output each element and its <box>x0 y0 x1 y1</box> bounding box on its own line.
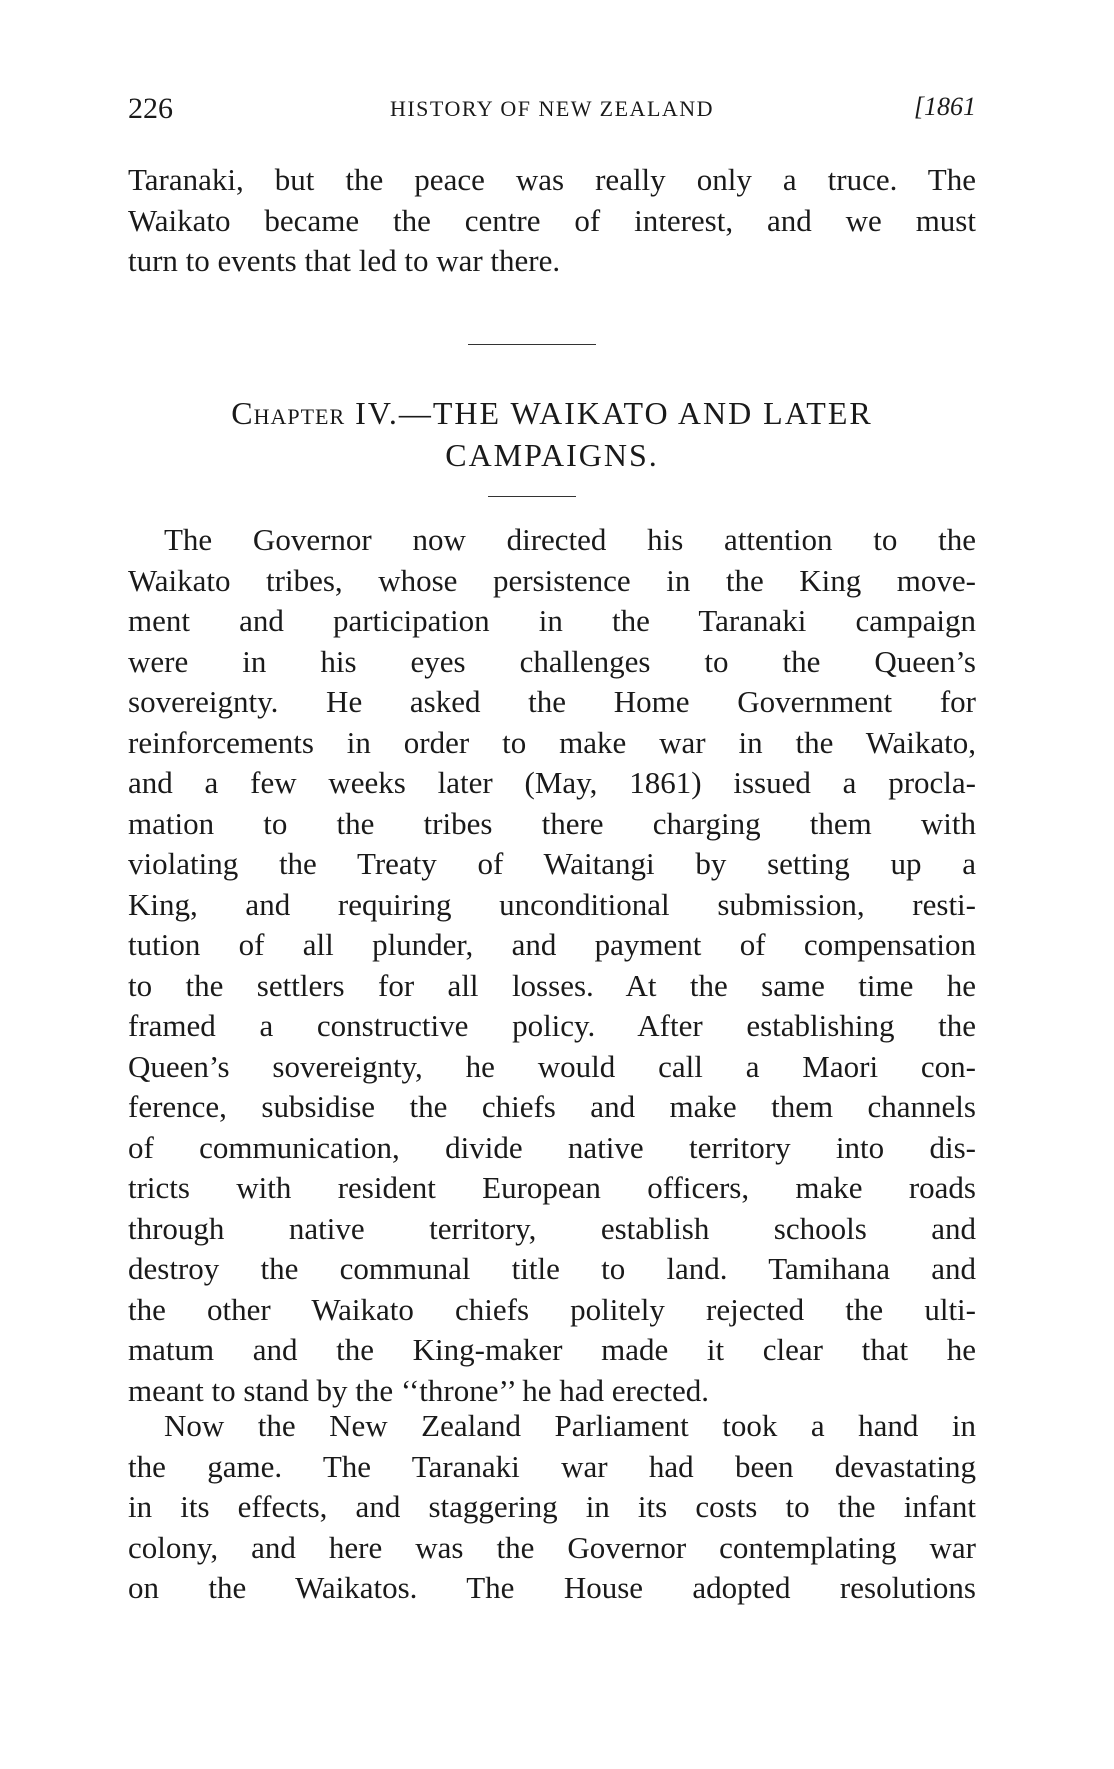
text-line: ment and participation in the Taranaki campaign <box>128 603 976 638</box>
page-number: 226 <box>128 92 173 125</box>
text-line: to the settlers for all losses. At the same time he <box>128 967 976 1003</box>
chapter-heading <box>128 392 976 476</box>
text-line: through native territory, establish schools and <box>128 1210 976 1246</box>
text-line: tricts with resident European officers, make roads <box>128 1170 976 1205</box>
text-line: Queen’s sovereignty, he would call a Maori con- <box>128 1048 976 1084</box>
chapter-rule-bottom <box>488 496 576 497</box>
chapter-title-part-2: CAMPAIGNS. <box>445 437 659 473</box>
text-line: the game. The Taranaki war had been devastating <box>128 1448 976 1484</box>
text-line: Waikato tribes, whose persistence in the King move- <box>128 562 976 598</box>
text-line: Taranaki, but the peace was really only a truce. The <box>128 162 976 197</box>
text-line: tution of all plunder, and payment of compensation <box>128 927 976 962</box>
paragraph-1 <box>128 520 976 1411</box>
running-head <box>128 92 976 132</box>
text-line: Now the New Zealand Parliament took a hand in <box>164 1408 976 1443</box>
intro-paragraph <box>128 160 976 282</box>
text-line: meant to stand by the ‘‘throne’’ he had erected. <box>128 1372 709 1408</box>
text-line: matum and the King-maker made it clear that he <box>128 1332 976 1367</box>
text-line: Waikato became the centre of interest, and we must <box>128 202 976 238</box>
chapter-heading-line-1 <box>128 392 976 434</box>
text-line: mation to the tribes there charging them with <box>128 805 976 841</box>
running-year: [1861 <box>913 92 976 121</box>
text-line: were in his eyes challenges to the Queen’s <box>128 643 976 679</box>
text-line: and a few weeks later (May, 1861) issued a procla- <box>128 765 976 800</box>
paragraph-2 <box>128 1406 976 1609</box>
text-line: on the Waikatos. The House adopted resolutions <box>128 1570 976 1605</box>
text-line: colony, and here was the Governor contemplating war <box>128 1529 976 1565</box>
text-line: The Governor now directed his attention to the <box>164 522 976 557</box>
text-line: ference, subsidise the chiefs and make them channels <box>128 1089 976 1124</box>
chapter-label: Chapter <box>231 395 346 431</box>
book-page <box>128 0 976 1769</box>
running-title: HISTORY OF NEW ZEALAND <box>389 96 715 121</box>
text-line: King, and requiring unconditional submission, resti- <box>128 886 976 922</box>
chapter-rule-top <box>468 344 596 345</box>
text-line: framed a constructive policy. After establishing the <box>128 1008 976 1043</box>
text-line: destroy the communal title to land. Tamihana and <box>128 1251 976 1286</box>
text-line: reinforcements in order to make war in the Waikato, <box>128 724 976 760</box>
text-line: turn to events that led to war there. <box>128 243 561 278</box>
text-line: the other Waikato chiefs politely rejected the ulti- <box>128 1291 976 1327</box>
text-line: in its effects, and staggering in its costs to the infant <box>128 1489 976 1524</box>
text-line: sovereignty. He asked the Home Government for <box>128 684 976 719</box>
chapter-title-part-1: IV.—THE WAIKATO AND LATER <box>355 395 873 431</box>
text-line: of communication, divide native territory into dis- <box>128 1129 976 1165</box>
text-line: violating the Treaty of Waitangi by setting up a <box>128 846 976 881</box>
